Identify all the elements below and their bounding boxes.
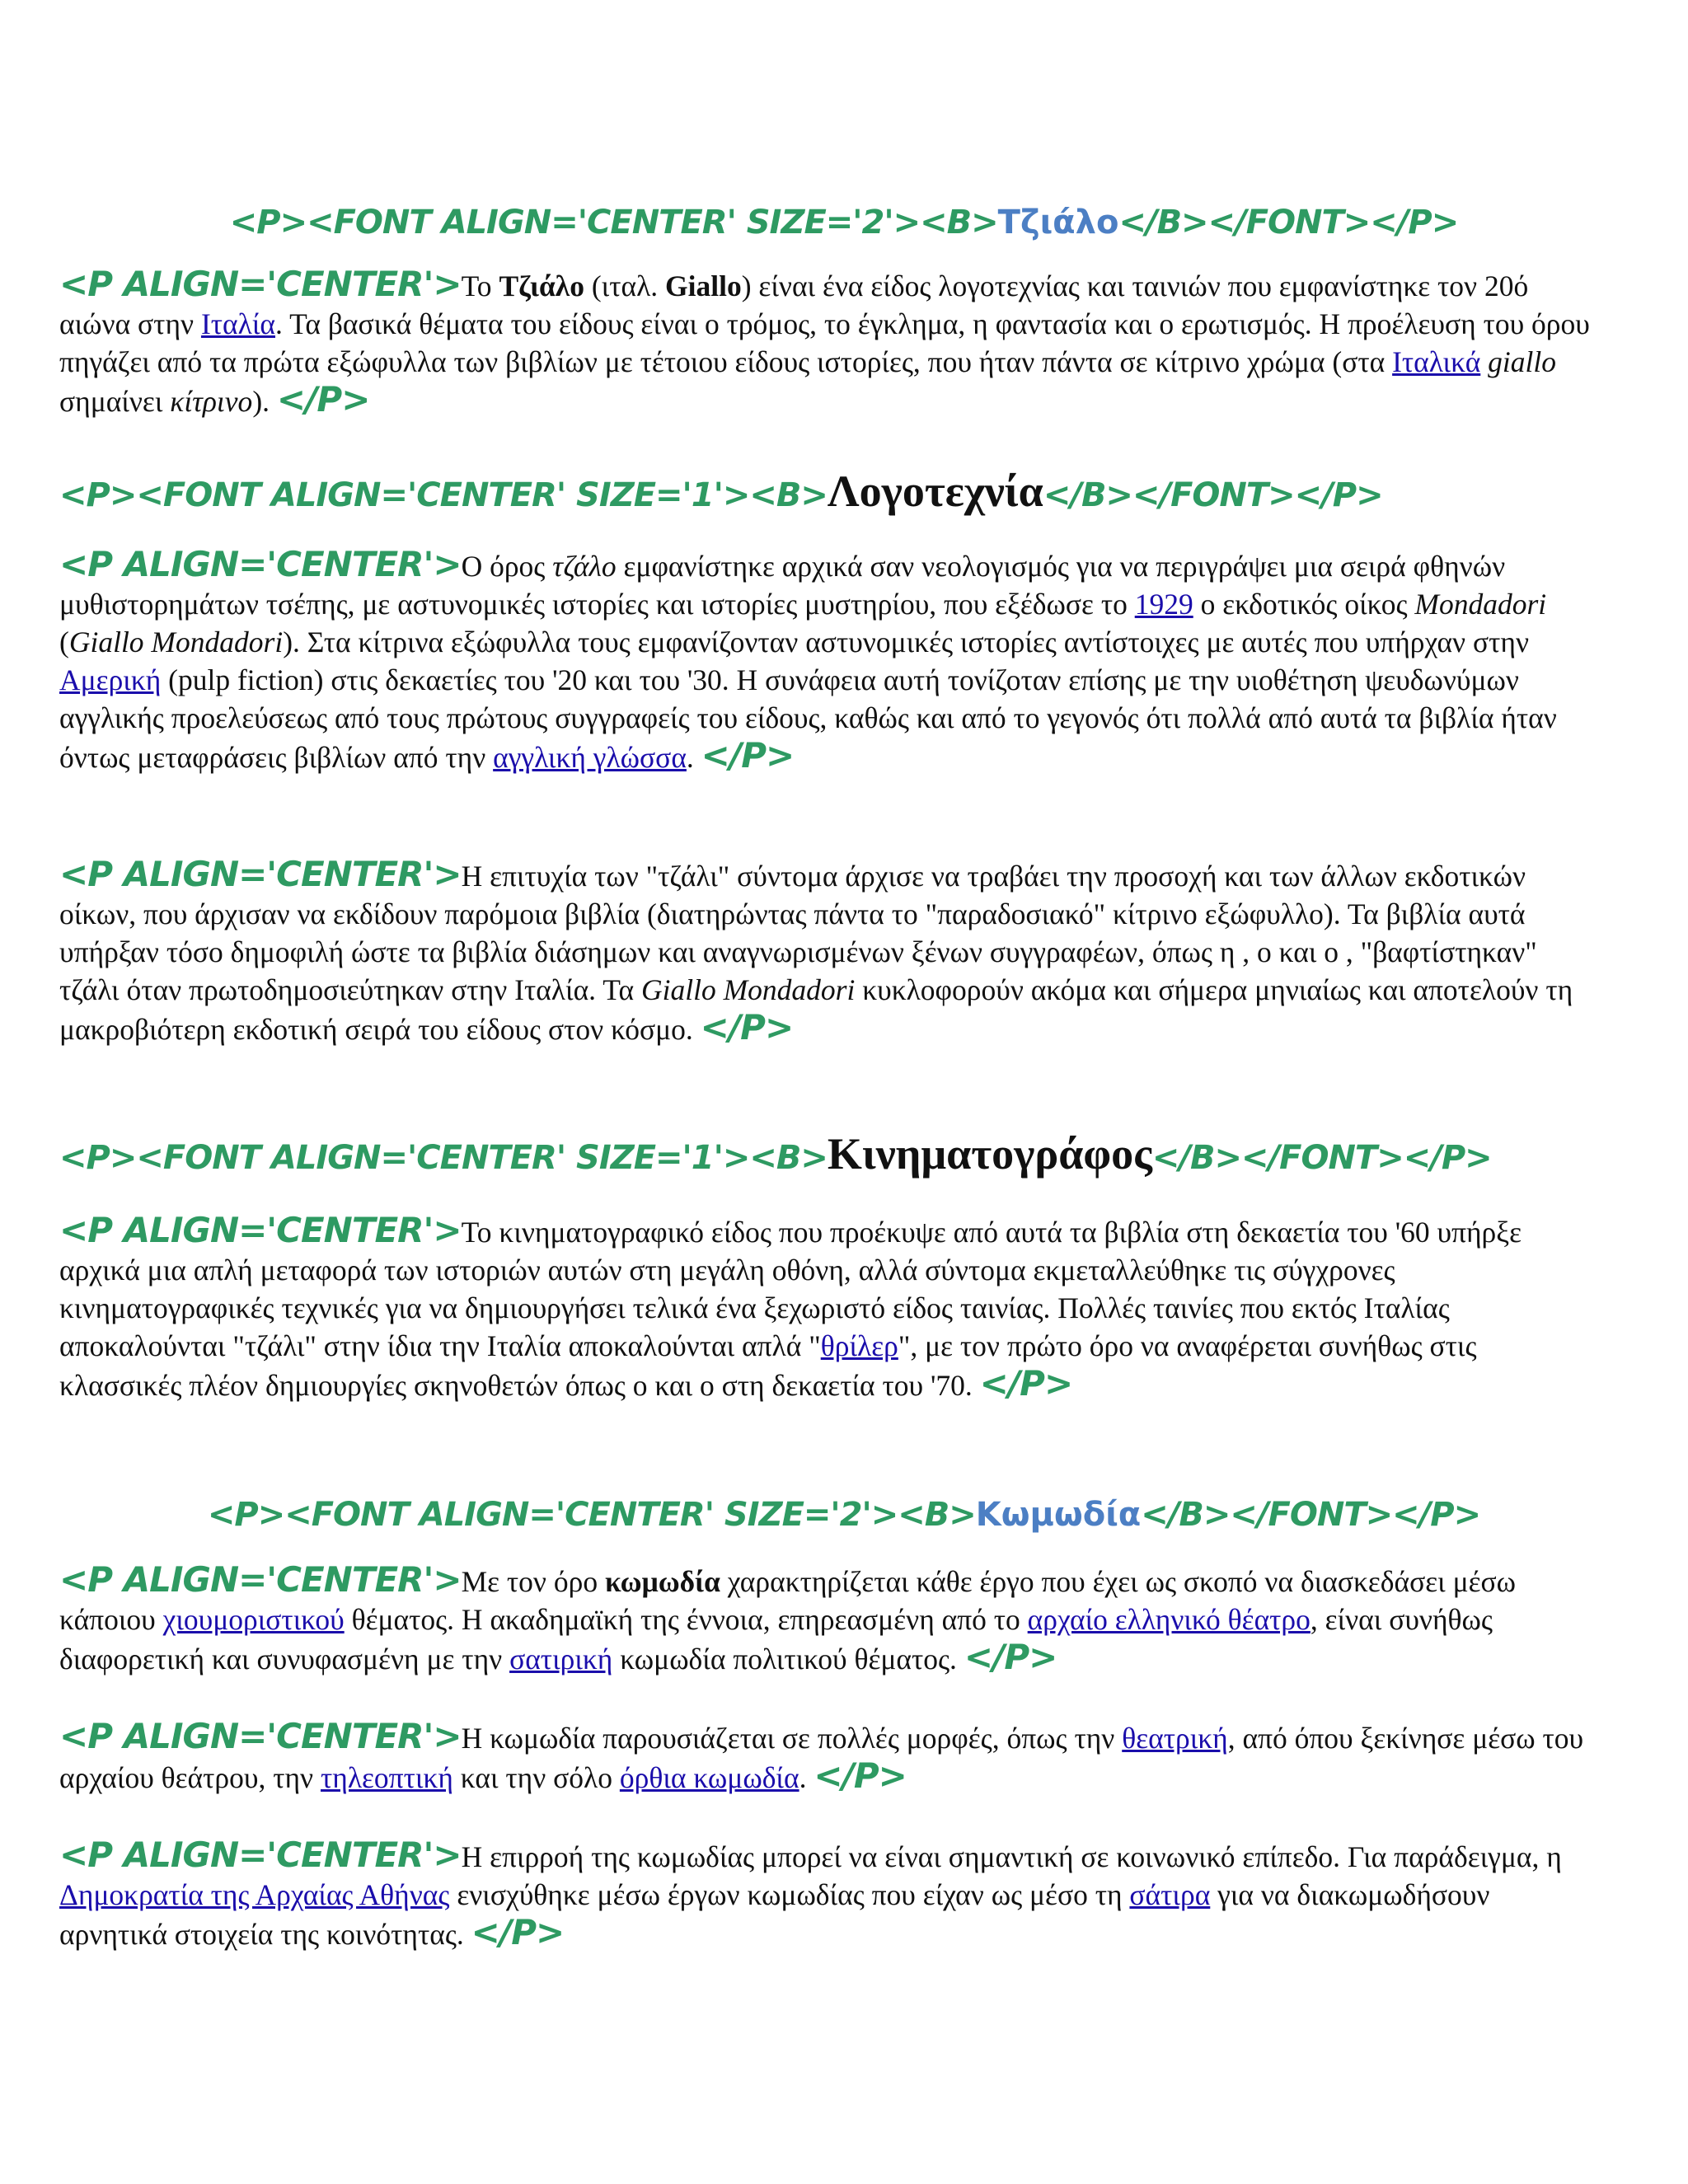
text: (ιταλ. [584,269,666,302]
italic-term: τζάλο [552,550,617,583]
tag-open: <P><FONT ALIGN='CENTER' SIZE='2'><B> [207,1496,976,1534]
link-theatrical[interactable]: θεατρική [1122,1722,1228,1755]
paragraph-comedy-2 [59,1718,1592,1797]
text: ) είναι ένα είδος λογοτεχνίας και ταινιών που εμφανίστηκε τον 20ό αιώνα στην [59,269,1529,340]
link-television[interactable]: τηλεοπτική [320,1761,453,1794]
tag-open: <P><FONT ALIGN='CENTER' SIZE='1'><B> [59,476,828,514]
paragraph-giallo-intro [59,265,1592,420]
tag-close: </P> [814,1755,907,1796]
italic-term: κίτρινο [170,385,253,418]
tag-close: </B></FONT></P> [1141,1496,1481,1534]
text: Με τον όρο [461,1565,605,1598]
heading-cinema [59,1129,1625,1183]
paragraph-literature-1 [59,546,1592,776]
italic-term: giallo [1488,345,1557,378]
text: ). Στα κίτρινα εξώφυλλα τους εμφανίζονταν αστυνομικές ιστορίες αντίστοιχες με αυτές που υπήρχαν στην [283,626,1530,658]
text [1480,345,1488,378]
paragraph-comedy-1 [59,1561,1592,1678]
tag-open: <P ALIGN='CENTER'> [59,264,462,304]
tag-close: </B></FONT></P> [1118,204,1459,241]
link-america[interactable]: Αμερική [59,663,162,696]
tag-open: <P ALIGN='CENTER'> [59,544,462,584]
text: . [686,741,701,774]
tag-open: <P><FONT ALIGN='CENTER' SIZE='2'><B> [229,204,998,241]
bold-term: κωμωδία [604,1565,720,1598]
tag-close: </P> [979,1363,1073,1404]
text: (pulp fiction) στις δεκαετίες του '20 και του '30. Η συνάφεια αυτή τονίζοταν επίσης με την υιοθέτηση ψευδωνύμων αγγλικής προελεύσεως από τους πρώτους συγγραφείς του είδους, καθώς και από το γεγονός ότι πολλά από αυτά τα βιβλία ήταν όντως μεταφράσεις βιβλίων από την [59,663,1557,774]
text: . Τα βασικά θέματα του είδους είναι ο τρόμος, το έγκλημα, η φαντασία και ο ερωτισμός. Η προέλευση του όρου πηγάζει από τα πρώτα εξώφυλλα των βιβλίων με τέτοιου είδους ιστορίες, που ήταν πάντα σε κίτρινο χρώμα (στα [59,307,1590,378]
text: ). [252,385,277,418]
tag-close: </B></FONT></P> [1151,1139,1492,1177]
bold-term: Τζιάλο [499,269,584,302]
text: , από όπου ξεκίνησε μέσω του αρχαίου θεάτρου, την [59,1722,1584,1794]
link-italy[interactable]: Ιταλία [200,307,275,340]
text: σημαίνει [59,385,171,418]
tag-close: </P> [276,379,370,419]
link-satire[interactable]: σάτιρα [1129,1878,1211,1911]
tag-open: <P ALIGN='CENTER'> [59,1559,462,1600]
text: κυκλοφορούν ακόμα και σήμερα μηνιαίως και αποτελούν τη μακροβιότερη εκδοτική σειρά του είδους στον κόσμο. [59,973,1573,1046]
tag-open: <P ALIGN='CENTER'> [59,854,462,894]
link-standup-comedy[interactable]: όρθια κωμωδία [619,1761,799,1794]
link-satirical[interactable]: σατιρική [509,1643,613,1675]
text: . [799,1761,814,1794]
text: ενισχύθηκε μέσω έργων κωμωδίας που είχαν ως μέσο τη [449,1878,1130,1911]
link-thriller[interactable]: θρίλερ [820,1329,898,1362]
tag-open: <P ALIGN='CENTER'> [59,1835,462,1875]
heading-comedy [0,1490,1688,1540]
text: Η κωμωδία παρουσιάζεται σε πολλές μορφές, όπως την [461,1722,1123,1755]
heading-text: Κωμωδία [975,1496,1142,1534]
tag-close: </P> [964,1637,1057,1677]
text: και την σόλο [452,1761,620,1794]
text: κωμωδία πολιτικού θέματος. [612,1643,964,1675]
text: Το κινηματογραφικό είδος που προέκυψε από αυτά τα βιβλία στη δεκαετία του '60 υπήρξε αρχικά μια απλή μεταφορά των ιστοριών αυτών στη μεγάλη οθόνη, αλλά σύντομα εκμεταλλεύθηκε τις σύγχρονες κινηματογραφικές τεχνικές για να δημιουργήσει τελικά ένα ξεχωριστό είδος ταινίας. Πολλές ταινίες που εκτός Ιταλίας αποκαλούνται "τζάλι" στην ίδια την Ιταλία αποκαλούνται απλά " [59,1216,1522,1362]
text: θέματος. Η ακαδημαϊκή της έννοια, επηρεασμένη από το [344,1603,1028,1636]
italic-term: Giallo Mondadori [68,626,284,658]
italic-term: Mondadori [1414,588,1547,621]
text: χαρακτηρίζεται κάθε έργο που έχει ως σκοπό να διασκεδάσει μέσω κάποιου [59,1565,1517,1636]
text: ", με τον πρώτο όρο να αναφέρεται συνήθως στις κλασσικές πλέον δημιουργίες σκηνοθετών όπως ο και ο στη δεκαετία του '70. [59,1329,1477,1402]
tag-close: </B></FONT></P> [1043,476,1383,514]
heading-giallo [0,198,1688,247]
link-ancient-greek-theatre[interactable]: αρχαίο ελληνικό θέατρο [1027,1603,1311,1636]
link-english-language[interactable]: αγγλική γλώσσα [493,741,687,774]
text: , είναι συνήθως διαφορετική και συνυφασμένη με την [59,1603,1493,1675]
link-humorous[interactable]: χιουμοριστικού [162,1603,345,1636]
link-athenian-democracy[interactable]: Δημοκρατία της Αρχαίας Αθήνας [59,1878,450,1911]
tag-close: </P> [471,1912,565,1952]
tag-open: <P ALIGN='CENTER'> [59,1716,462,1756]
heading-text: Τζιάλο [997,204,1119,241]
text: Το [461,269,499,302]
heading-text: Λογοτεχνία [827,466,1043,516]
paragraph-cinema [59,1212,1592,1404]
heading-literature [59,466,1625,520]
text: για να διακωμωδήσουν αρνητικά στοιχεία της κοινότητας. [59,1878,1490,1951]
text: Η επιρροή της κωμωδίας μπορεί να είναι σημαντική σε κοινωνικό επίπεδο. Για παράδειγμα, η [461,1840,1562,1873]
text: ο εκδοτικός οίκος [1193,588,1415,621]
text: Η επιτυχία των "τζάλι" σύντομα άρχισε να τραβάει την προσοχή και των άλλων εκδοτικών οίκων, που άρχισαν να εκδίδουν παρόμοια βιβλία (διατηρώντας πάντα το "παραδοσιακό" κίτρινο εξώφυλλο). Τα βιβλία αυτά υπήρξαν τόσο δημοφιλή ώστε τα βιβλία διάσημων και αναγνωρισμένων ξένων συγγραφέων, όπως η , ο και ο , "βαφτίστηκαν" τζάλι όταν πρωτοδημοσιεύτηκαν στην Ιταλία. Τα [59,860,1537,1006]
link-italian[interactable]: Ιταλικά [1392,345,1481,378]
tag-close: </P> [700,1007,794,1047]
tag-close: </P> [701,735,795,776]
text: ( [59,626,69,658]
paragraph-literature-2 [59,855,1592,1048]
tag-open: <P><FONT ALIGN='CENTER' SIZE='1'><B> [59,1139,828,1177]
bold-term: Giallo [665,269,742,302]
link-1929[interactable]: 1929 [1134,588,1193,621]
heading-text: Κινηματογράφος [827,1129,1152,1179]
paragraph-comedy-3 [59,1836,1592,1953]
text: Ο όρος [461,550,553,583]
text: εμφανίστηκε αρχικά σαν νεολογισμός για να περιγράψει μια σειρά φθηνών μυθιστορημάτων τσέπης, με αστυνομικές ιστορίες και ιστορίες μυστηρίου, που εξέδωσε το [59,550,1506,621]
tag-open: <P ALIGN='CENTER'> [59,1210,462,1250]
italic-term: Giallo Mondadori [641,973,856,1006]
